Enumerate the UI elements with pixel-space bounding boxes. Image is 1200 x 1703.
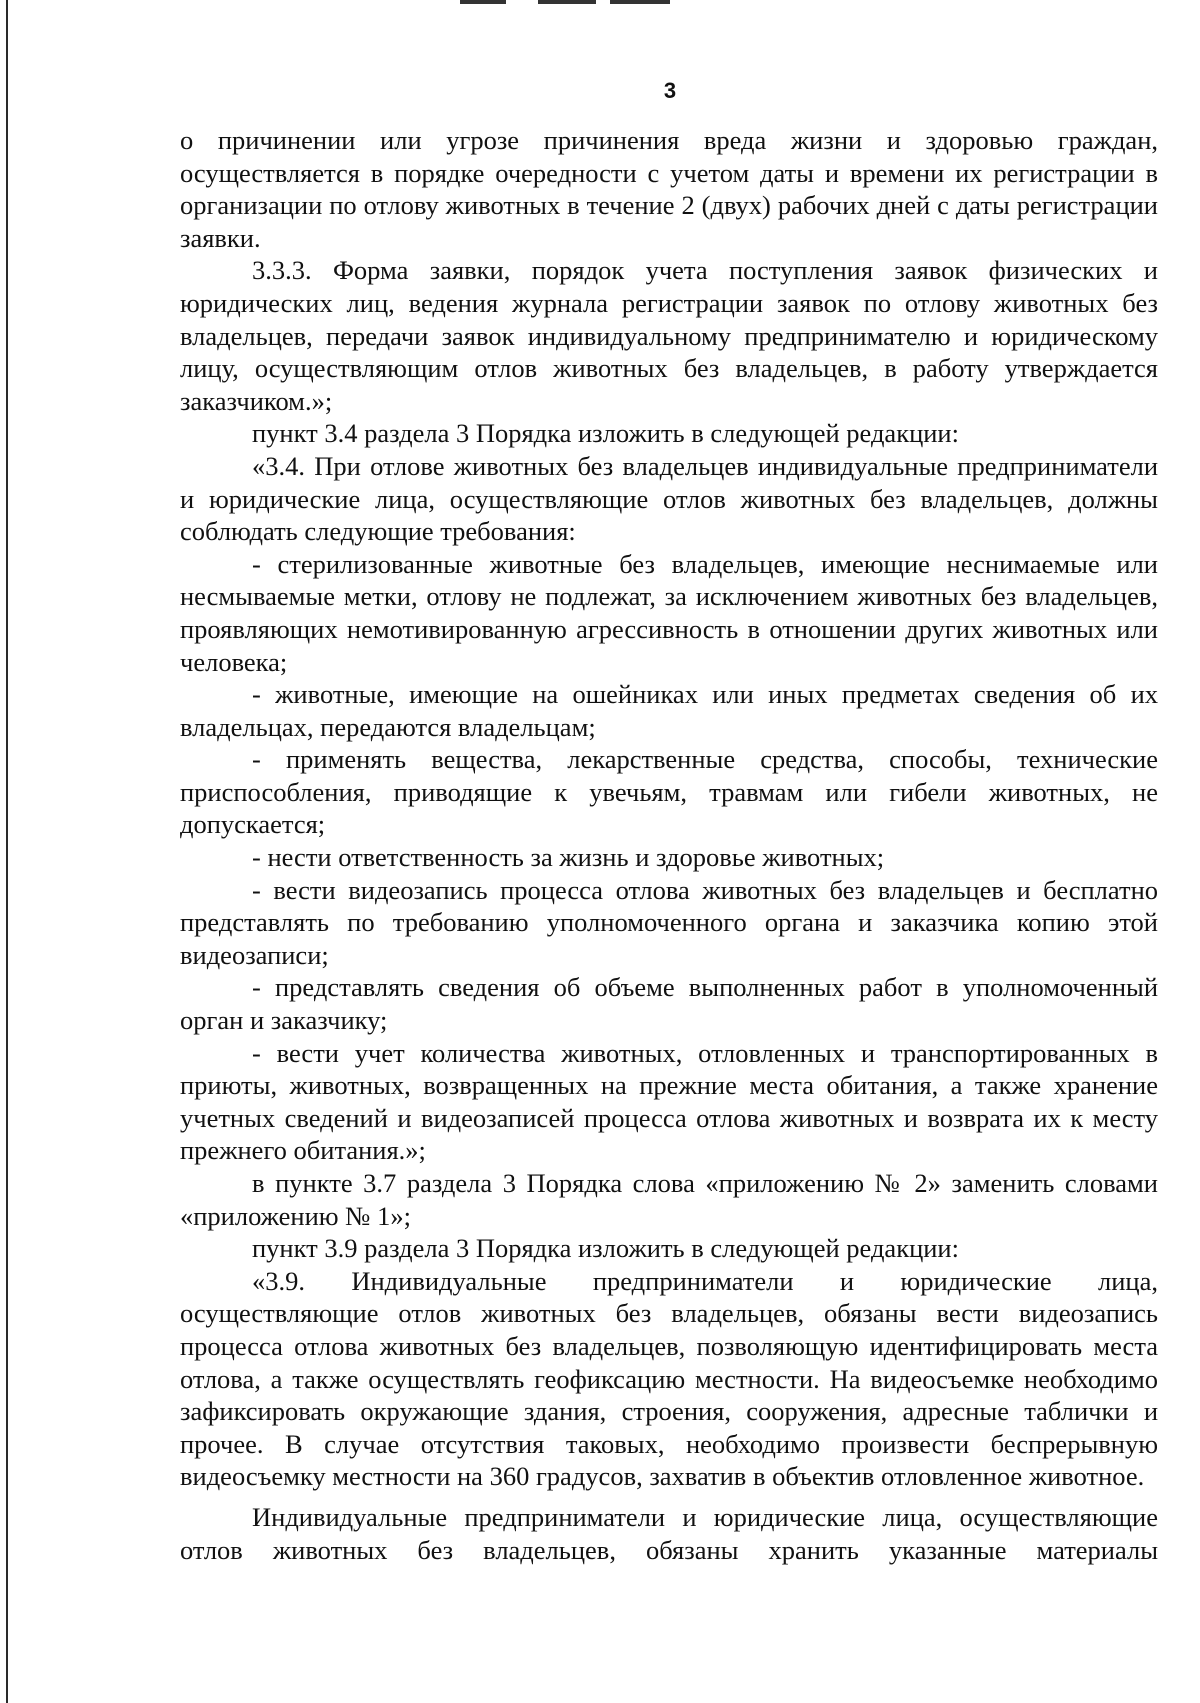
list-item-sterilized-animals: - стерилизованные животные без владельцев, имеющие неснимаемые или несмываемые метки, отлову не подлежат, за исключением животных без владельцев, проявляющих немотивированную агрессивность в отношении других животных или человека; bbox=[180, 548, 1158, 677]
paragraph-item-3-9-intro: пункт 3.9 раздела 3 Порядка изложить в следующей редакции: bbox=[252, 1233, 959, 1264]
list-item-video-recording: - вести видеозапись процесса отлова животных без владельцев и бесплатно представлять по требованию уполномоченного органа и заказчика копию этой видеозаписи; bbox=[180, 874, 1158, 970]
scan-top-marks bbox=[460, 0, 690, 6]
list-item-work-reports: - представлять сведения об объеме выполненных работ в уполномоченный орган и заказчику; bbox=[180, 972, 1158, 1036]
paragraph-3-4: «3.4. При отлове животных без владельцев индивидуальные предприниматели и юридические лица, осуществляющие отлов животных без владельцев, должны соблюдать следующие требования: bbox=[180, 450, 1158, 547]
paragraph-item-3-7: в пункте 3.7 раздела 3 Порядка слова «приложению № 2» заменить словами «приложению № 1»; bbox=[180, 1168, 1158, 1231]
paragraph-3-3-3: 3.3.3. Форма заявки, порядок учета поступления заявок физических и юридических лиц, ведения журнала регистрации заявок по отлову животных без владельцев, передачи заявок индивидуальному предпринимателю и юридическому лицу, осуществляющим отлов животных без владельцев, в работу утверждается заказчиком.»; bbox=[180, 255, 1158, 416]
document-text bbox=[180, 124, 1158, 1566]
paragraph-3-9: «3.9. Индивидуальные предприниматели и юридические лица, осуществляющие отлов животных без владельцев, обязаны вести видеозапись процесса отлова животных без владельцев, позволяющую идентифицировать места отлова, а также осуществлять геофиксацию местности. На видеосъемке необходимо зафиксировать окружающие здания, строения, сооружения, адресные таблички и прочее. В случае отсутствия таковых, необходимо произвести беспрерывную видеосъемку местности на 360 градусов, захватив в объектив отловленное животное. bbox=[180, 1265, 1158, 1492]
paragraph-continuation: о причинении или угрозе причинения вреда жизни и здоровью граждан, осуществляется в порядке очередности с учетом даты и времени их регистрации в организации по отлову животных в течение 2 (двух) рабочих дней с даты регистрации заявки. bbox=[180, 125, 1158, 253]
list-item-collar-animals: - животные, имеющие на ошейниках или иных предметах сведения об их владельцах, передаются владельцам; bbox=[180, 679, 1158, 742]
list-item-responsibility: - нести ответственность за жизнь и здоровье животных; bbox=[252, 842, 885, 873]
page-number: 3 bbox=[663, 78, 677, 103]
list-item-animal-records: - вести учет количества животных, отловленных и транспортированных в приюты, животных, возвращенных на прежние места обитания, а также хранение учетных сведений и видеозаписей процесса отлова животных и возврата их к месту прежнего обитания.»; bbox=[180, 1037, 1158, 1166]
list-item-prohibited-means: - применять вещества, лекарственные средства, способы, технические приспособления, приводящие к увечьям, травмам или гибели животных, не допускается; bbox=[180, 744, 1158, 840]
paragraph-storage-obligation: Индивидуальные предприниматели и юридические лица, осуществляющие отлов животных без владельцев, обязаны хранить указанные материалы bbox=[180, 1501, 1158, 1565]
scan-left-edge-line bbox=[6, 0, 8, 1703]
paragraph-item-3-4-intro: пункт 3.4 раздела 3 Порядка изложить в следующей редакции: bbox=[252, 418, 959, 449]
